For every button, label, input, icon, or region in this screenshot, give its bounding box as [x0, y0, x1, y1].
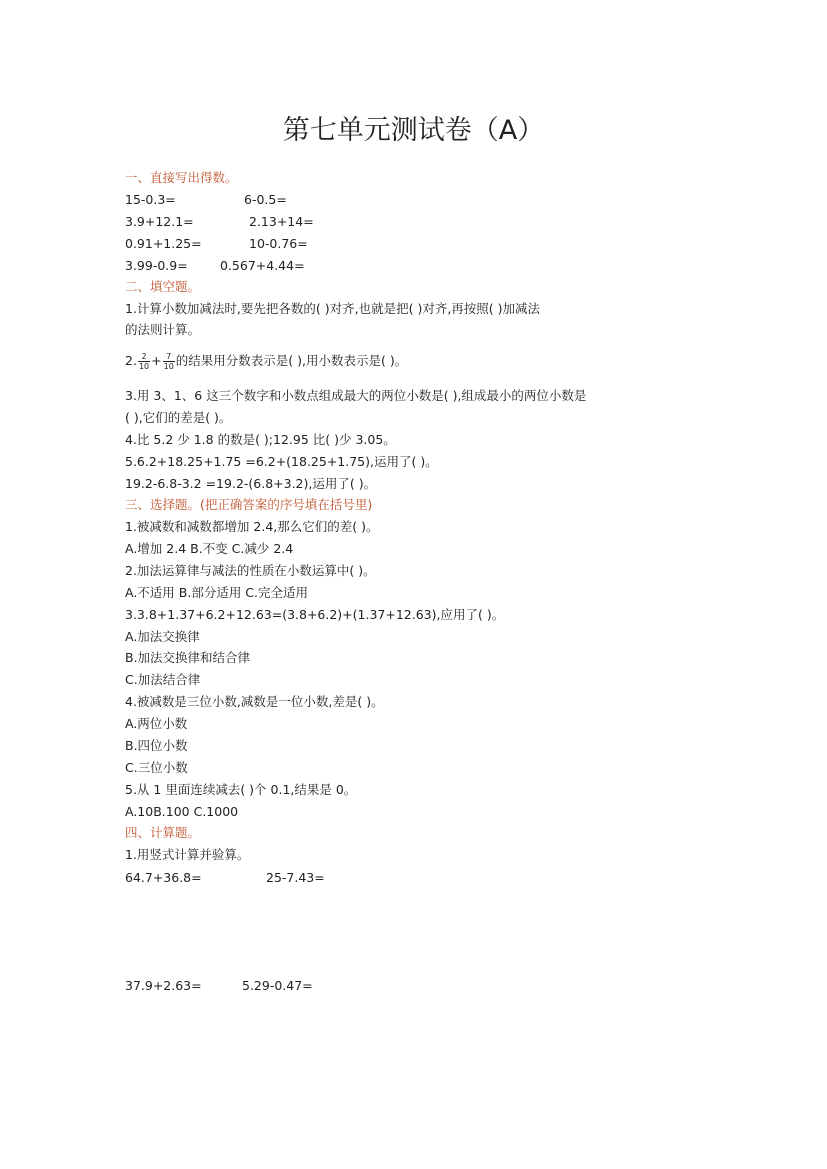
- mental-math-item: 3.99-0.9=: [125, 258, 188, 273]
- choice-line: B.加法交换律和结合律: [125, 650, 251, 665]
- choice-line: 2.加法运算律与减法的性质在小数运算中( )。: [125, 563, 376, 578]
- mental-math-item: 0.91+1.25=: [125, 236, 202, 251]
- fill-question-1-line-1: 1.计算小数加减法时,要先把各数的( )对齐,也就是把( )对齐,再按照( )加减法: [125, 301, 541, 316]
- q2-rest: 的结果用分数表示是( ),用小数表示是( )。: [175, 353, 408, 368]
- section-1-heading: 一、直接写出得数。: [125, 170, 238, 185]
- choice-line: B.四位小数: [125, 738, 188, 753]
- choice-line: 1.被减数和减数都增加 2.4,那么它们的差( )。: [125, 519, 379, 534]
- mental-math-item: 3.9+12.1=: [125, 214, 194, 229]
- mental-math-item: 15-0.3=: [125, 192, 176, 207]
- choice-line: 4.被减数是三位小数,减数是一位小数,差是( )。: [125, 694, 384, 709]
- fraction-denominator: 10: [138, 362, 150, 371]
- fraction-7-10: [163, 352, 175, 371]
- section-3-heading: 三、选择题。(把正确答案的序号填在括号里): [125, 497, 373, 512]
- calc-question-1: 1.用竖式计算并验算。: [125, 847, 250, 862]
- choice-line: A.加法交换律: [125, 629, 200, 644]
- calc-item: 64.7+36.8=: [125, 870, 202, 885]
- calc-item: 5.29-0.47=: [242, 978, 313, 993]
- section-4-heading: 四、计算题。: [125, 825, 201, 840]
- fill-question-2: [125, 352, 407, 371]
- choice-line: C.加法结合律: [125, 672, 201, 687]
- mental-math-item: 0.567+4.44=: [220, 258, 305, 273]
- choice-line: A.不适用 B.部分适用 C.完全适用: [125, 585, 309, 600]
- mental-math-item: 2.13+14=: [249, 214, 314, 229]
- choice-line: 3.3.8+1.37+6.2+12.63=(3.8+6.2)+(1.37+12.63),应用了( )。: [125, 607, 505, 622]
- fraction-numerator: 2: [138, 352, 150, 362]
- choice-line: 5.从 1 里面连续减去( )个 0.1,结果是 0。: [125, 782, 357, 797]
- choice-line: A.增加 2.4 B.不变 C.减少 2.4: [125, 541, 294, 556]
- fill-question-3-line-2: ( ),它们的差是( )。: [125, 410, 232, 425]
- calc-item: 37.9+2.63=: [125, 978, 202, 993]
- fill-question-1-line-2: 的法则计算。: [125, 322, 201, 337]
- q2-prefix: 2.: [125, 353, 137, 368]
- fraction-numerator: 7: [163, 352, 175, 362]
- fill-question-5: 5.6.2+18.25+1.75 =6.2+(18.25+1.75),运用了( )。: [125, 454, 438, 469]
- fill-question-6: 19.2-6.8-3.2 =19.2-(6.8+3.2),运用了( )。: [125, 476, 377, 491]
- section-2-heading: 二、填空题。: [125, 279, 201, 294]
- choice-line: A.两位小数: [125, 716, 188, 731]
- mental-math-item: 10-0.76=: [249, 236, 308, 251]
- choice-line: A.10B.100 C.1000: [125, 804, 239, 819]
- mental-math-item: 6-0.5=: [244, 192, 287, 207]
- choice-line: C.三位小数: [125, 760, 188, 775]
- fill-question-4: 4.比 5.2 少 1.8 的数是( );12.95 比( )少 3.05。: [125, 432, 396, 447]
- plus-sign: +: [151, 353, 162, 368]
- fraction-2-10: [138, 352, 150, 371]
- fill-question-3-line-1: 3.用 3、1、6 这三个数字和小数点组成最大的两位小数是( ),组成最小的两位小数是: [125, 388, 587, 403]
- fraction-denominator: 10: [163, 362, 174, 371]
- page-title: 第七单元测试卷（A）: [282, 115, 545, 146]
- calc-item: 25-7.43=: [266, 870, 325, 885]
